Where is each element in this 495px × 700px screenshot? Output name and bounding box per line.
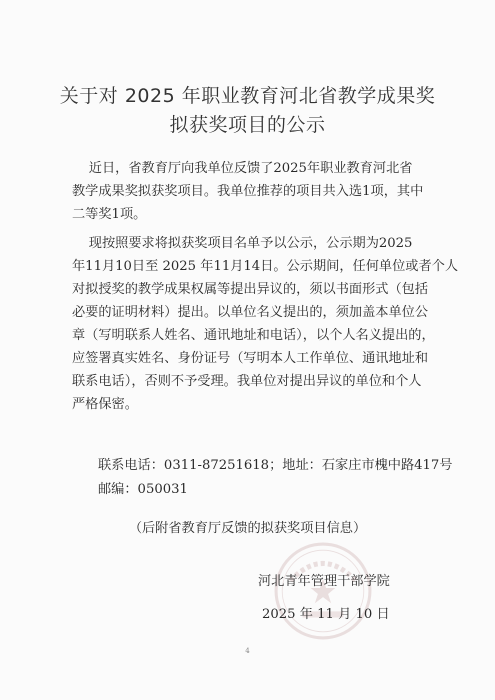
- contact-postcode: 邮编：050031: [98, 482, 188, 497]
- official-seal-icon: [272, 540, 374, 642]
- paragraph-2-line: 应签署真实姓名、身份证号（写明本人工作单位、通讯地址和: [72, 351, 429, 366]
- paragraph-2-line: 对拟授奖的教学成果权属等提出异议的，须以书面形式（包括: [72, 282, 429, 297]
- paragraph-2-line: 必要的证明材料）提出。以单位名义提出的，须加盖本单位公: [72, 305, 429, 320]
- signing-date: 2025 年 11 月 10 日: [262, 607, 390, 622]
- paragraph-1: [72, 157, 432, 226]
- contact-info: [98, 454, 453, 502]
- document-title-line-2: 拟获奖项目的公示: [169, 114, 326, 136]
- paragraph-2: [72, 232, 459, 416]
- paragraph-2-line: 年11月10日至 2025 年11月14日。公示期间，任何单位或者个人: [72, 259, 459, 274]
- paragraph-2-line: 严格保密。: [72, 397, 138, 412]
- signing-organization: 河北青年管理干部学院: [258, 574, 390, 589]
- paragraph-1-line: 近日，省教育厅向我单位反馈了2025年职业教育河北省: [72, 161, 413, 176]
- contact-phone-address: 联系电话：0311-87251618；地址：石家庄市槐中路417号: [98, 458, 453, 473]
- paragraph-1-line: 二等奖1项。: [72, 207, 147, 222]
- paragraph-1-line: 教学成果奖拟获奖项目。我单位推荐的项目共入选1项，其中: [72, 184, 424, 199]
- attachment-note: （后附省教育厅反馈的拟获奖项目信息）: [128, 521, 367, 536]
- page-number: 4: [245, 647, 250, 655]
- paragraph-2-line: 联系电话），否则不予受理。我单位对提出异议的单位和个人: [72, 374, 422, 389]
- document-title-line-1: 关于对 2025 年职业教育河北省教学成果奖: [59, 85, 436, 107]
- paragraph-2-line: 章（写明联系人姓名、通讯地址和电话），以个人名义提出的，: [72, 328, 435, 343]
- paragraph-2-line: 现按照要求将拟获奖项目名单予以公示，公示期为2025: [72, 236, 413, 251]
